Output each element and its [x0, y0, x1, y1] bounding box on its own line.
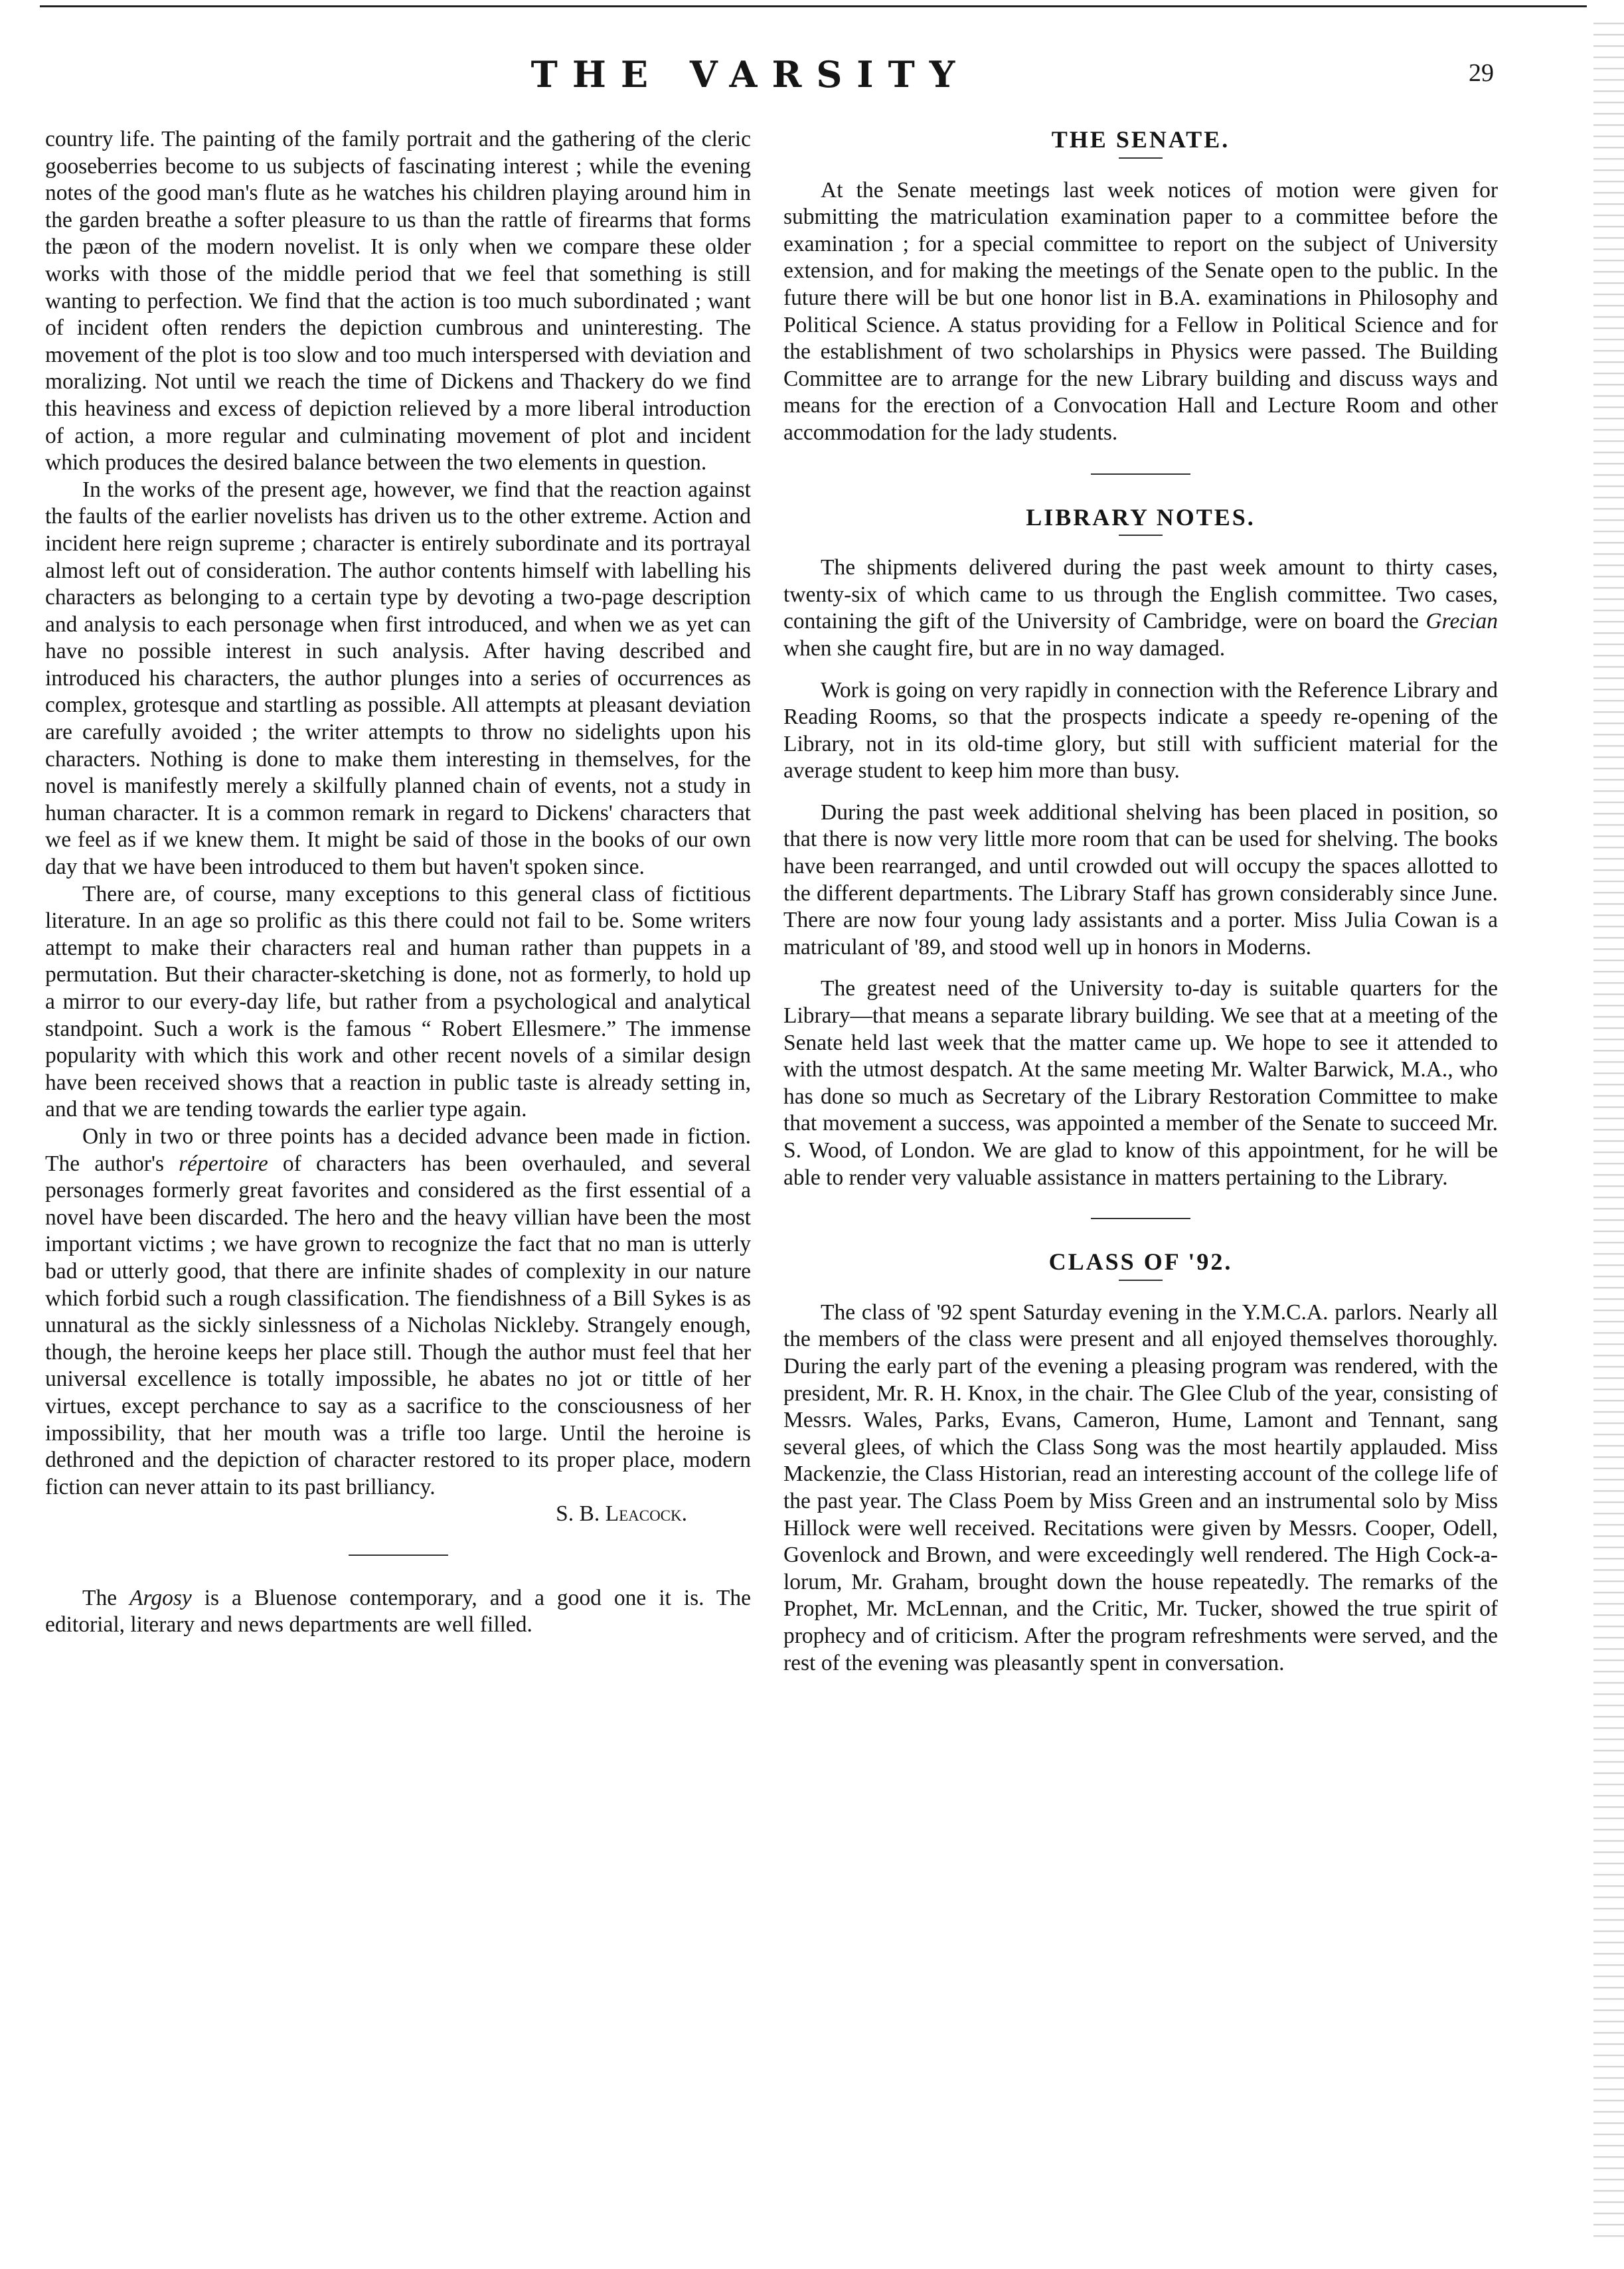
italic-term: répertoire	[179, 1151, 268, 1176]
top-rule	[40, 5, 1587, 7]
author-signature	[45, 1501, 751, 1528]
text-run: is a Bluenose contemporary, and a good one it is. The editorial, literary and news departments are well filled.	[45, 1585, 751, 1638]
text-run: Only in two or three points has a decided advance been made in fiction. The author's	[45, 1124, 751, 1176]
essay-paragraph: There are, of course, many exceptions to this general class of fictitious literature. In an age so prolific as this there could not fail to be. Some writers attempt to make their characters real and human rather than puppets in a permutation. But their character-sketching is done, not as formerly, to hold up a mirror to our every-day life, but rather from a psychological and analytical standpoint. Such a work is the famous “ Robert Ellesmere.” The immense popularity with which this work and other recent novels of a similar design have been received shows that a reaction in public taste is already setting in, and that we are tending towards the earlier type again.	[45, 881, 751, 1122]
library-paragraph: The greatest need of the University to-day is suitable quarters for the Library—that means a separate library building. We see that at a meeting of the Senate held last week that the matter came up. We hope to see it attended to with the utmost despatch. At the same meeting Mr. Walter Barwick, M.A., who has done so much as Secretary of the Library Restoration Committee to make that movement a success, was appointed a member of the Senate to succeed Mr. S. Wood, of London. We are glad to know of this appointment, for he will be able to render very valuable assistance in matters pertaining to the Library.	[783, 976, 1498, 1190]
argosy-note	[45, 1585, 751, 1639]
essay-paragraph: country life. The painting of the family portrait and the gathering of the cleric gooseberries become to us subjects of fascinating interest ; while the evening notes of the good man's flute as he watches his children playing around him in the garden breathe a softer pleasure to us than the rattle of firearms that forms the pæon of the modern novelist. It is only when we compare these older works with those of the middle period that we feel that something is still wanting to perfection. We find that the action is too much subordinated ; want of incident often renders the depiction cumbrous and uninteresting. The movement of the plot is too slow and too much interspersed with deviation and moralizing. Not until we reach the time of Dickens and Thackery do we find this heaviness and excess of depiction relieved by a more liberal introduction of action, a more regular and culminating movement of plot and incident which produces the desired balance between the two elements in question.	[45, 127, 751, 475]
essay-paragraph	[45, 1124, 751, 1501]
library-paragraph	[783, 554, 1498, 662]
section-divider	[1091, 473, 1190, 475]
heading-rule	[1119, 535, 1163, 536]
right-column	[783, 126, 1498, 1677]
page-number: 29	[1469, 59, 1494, 87]
italic-title: Argosy	[129, 1585, 192, 1610]
author-name: S. B. Leacock.	[556, 1501, 687, 1527]
masthead	[0, 35, 1624, 114]
text-run: of characters has been overhauled, and several personages formerly great favorites and considered as the first essential of a novel have been discarded. The hero and the heavy villian have been the most important victims ; we have grown to recognize the fact that no man is utterly bad or utterly good, that there are infinite shades of complexity in our nature which forbid such a rough classification. The fiendishness of a Bill Sykes is as unnatural as the sickly sinlessness of a Nicholas Nickleby. Strangely enough, though, the heroine keeps her place still. Though the author must feel that her universal excellence is totally impossible, he abates no jot or tittle of her virtues, except perchance to say as a sacrifice to the consciousness of her impossibility, that her mouth was a trifle too large. Until the heroine is dethroned and the depiction of character restored to its proper place, modern fiction can never attain to its past brilliancy.	[45, 1151, 751, 1499]
text-run: The shipments delivered during the past week amount to thirty cases, twenty-six of which came to us through the English committee. Two cases, containing the gift of the University of Cambridge, were on board the	[783, 555, 1498, 634]
library-paragraph: Work is going on very rapidly in connection with the Reference Library and Reading Rooms, so that the prospects indicate a speedy re-opening of the Library, not in its old-time glory, but still with sufficient material for the average student to keep him more than busy.	[783, 677, 1498, 784]
senate-paragraph: At the Senate meetings last week notices of motion were given for submitting the matriculation examination paper to a committee before the examination ; for a special committee to report on the subject of University extension, and for making the meetings of the Senate open to the public. In the future there will be but one honor list in B.A. examinations in Philosophy and Political Science. A status providing for a Fellow in Political Science and for the establishment of two scholarships in Physics were passed. The Building Committee are to arrange for the new Library building and discuss ways and means for the erection of a Convocation Hall and Lecture Room and other accommodation for the lady students.	[783, 177, 1498, 445]
section-divider	[349, 1555, 448, 1556]
senate-heading: THE SENATE.	[1051, 126, 1230, 153]
library-notes-heading: LIBRARY NOTES.	[1026, 503, 1256, 531]
library-paragraph: During the past week additional shelving has been placed in position, so that there is now very little more room that can be used for shelving. The books have been rearranged, and until crowded out will occupy the spaces allotted to the different departments. The Library Staff has grown considerably since June. There are now four young lady assistants and a porter. Miss Julia Cowan is a matriculant of '89, and stood well up in honors in Moderns.	[783, 799, 1498, 960]
left-column	[45, 126, 751, 1639]
page-edge-scan-marks	[1593, 13, 1624, 2244]
heading-rule	[1119, 157, 1163, 159]
class-of-92-paragraph: The class of '92 spent Saturday evening in the Y.M.C.A. parlors. Nearly all the members of the class were present and all enjoyed themselves thoroughly. During the early part of the evening a pleasing program was rendered, with the president, Mr. R. H. Knox, in the chair. The Glee Club of the year, consisting of Messrs. Wales, Parks, Evans, Cameron, Hume, Lamont and Tennant, sang several glees, of which the Class Song was the most heartily applauded. Miss Mackenzie, the Class Historian, read an interesting account of the college life of the past year. The Class Poem by Miss Green and an instrumental solo by Miss Hillock were well received. Recitations were given by Messrs. Cooper, Odell, Govenlock and Brown, and were exceedingly well rendered. The High Cock-a-lorum, Mr. Graham, brought down the house repeatedly. The remarks of the Prophet, Mr. McLennan, and the Critic, Mr. Tucker, showed the true spirit of prophecy and of criticism. After the program refreshments were served, and the rest of the evening was pleasantly spent in conversation.	[783, 1300, 1498, 1675]
ship-name: Grecian	[1425, 609, 1498, 634]
section-divider	[1091, 1218, 1190, 1219]
newspaper-title: THE VARSITY	[530, 53, 970, 96]
class-of-92-heading: CLASS OF '92.	[1048, 1248, 1233, 1276]
text-run: The	[82, 1585, 130, 1610]
heading-rule	[1119, 1280, 1163, 1281]
text-run: when she caught fire, but are in no way damaged.	[783, 635, 1226, 661]
essay-paragraph: In the works of the present age, however, we find that the reaction against the faults of the earlier novelists has driven us to the other extreme. Action and incident here reign supreme ; character is entirely subordinate and its portrayal almost left out of consideration. The author contents himself with labelling his characters as belonging to a certain type by devoting a two-page description and analysis to each personage when first introduced, and when we as yet can have no possible interest in such analysis. After having described and introduced his characters, the author plunges into a series of occurrences as complex, grotesque and startling as possible. All attempts at pleasant deviation are carefully avoided ; the writer attempts to throw no sidelights upon his characters. Nothing is done to make them interesting in themselves, for the novel is manifestly merely a skilfully planned chain of events, not a study in human character. It is a common remark in regard to Dickens' characters that we feel as if we knew them. It might be said of those in the books of our own day that we have been introduced to them but haven't spoken since.	[45, 477, 751, 880]
